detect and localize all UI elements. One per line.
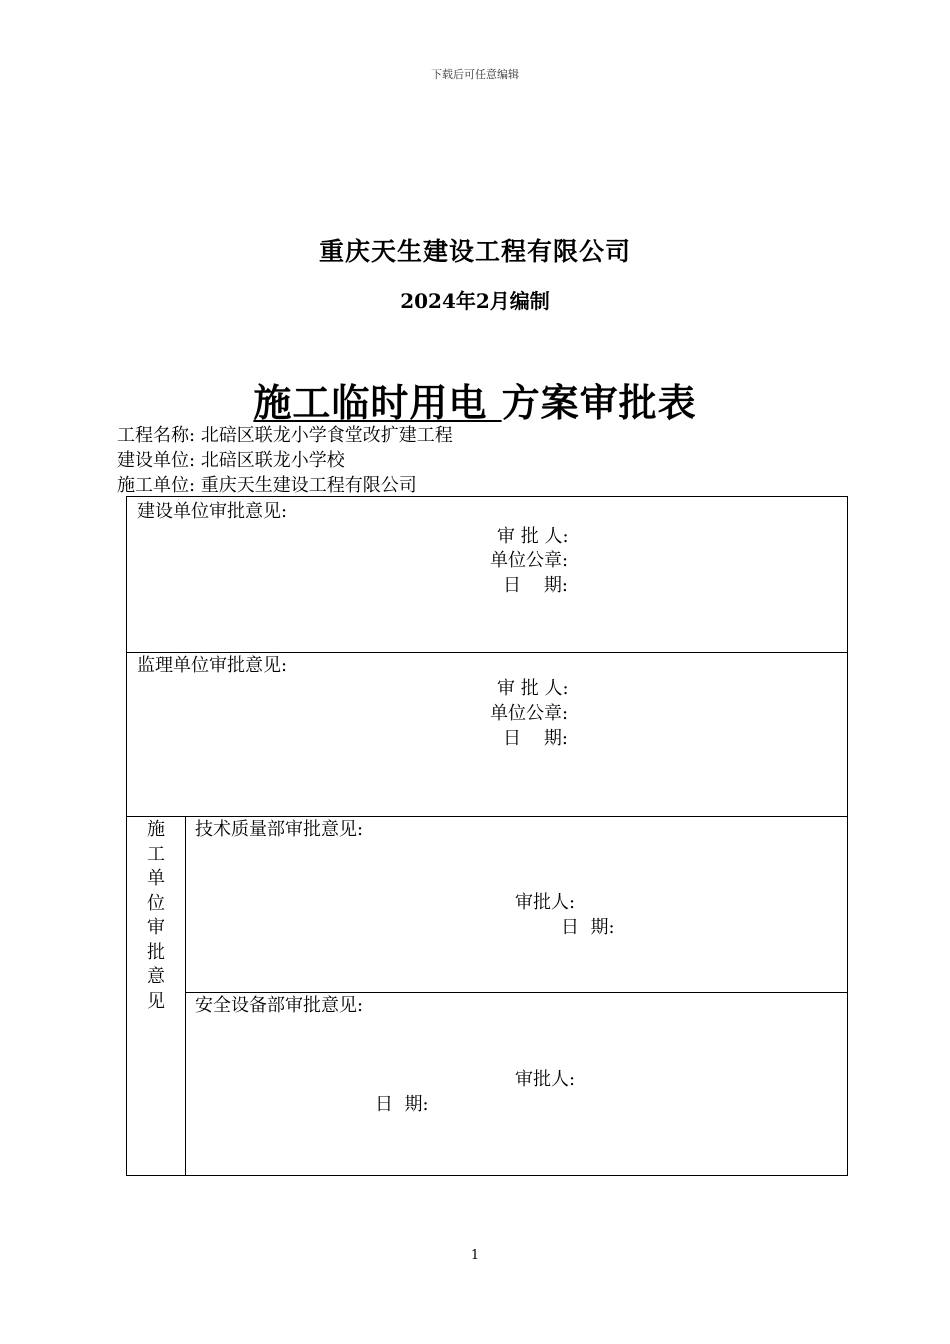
safety-equipment-date-label: 日 期: — [375, 1094, 429, 1115]
tech-quality-date-label: 日 期: — [561, 917, 615, 938]
row-divider-1 — [127, 652, 847, 653]
form-title — [0, 372, 950, 427]
compiled-date: 2024年2月编制 — [400, 289, 550, 313]
owner-approver-label: 审 批 人: — [497, 526, 569, 547]
safety-equipment-approver-label: 审批人: — [515, 1069, 576, 1090]
header-note: 下载后可任意编辑 — [431, 68, 519, 81]
owner-unit: 建设单位: 北碚区联龙小学校 — [117, 450, 345, 471]
page-number: 1 — [470, 1248, 480, 1263]
supervisor-opinion-heading: 监理单位审批意见: — [137, 655, 288, 676]
contractor-side-label: 施 工 单 位 审 批 意 见 — [147, 819, 165, 1012]
tech-quality-approver-label: 审批人: — [515, 892, 576, 913]
form-title-rest: 方案审批表 — [501, 380, 697, 425]
column-divider — [185, 816, 186, 1175]
row-divider-2 — [127, 816, 847, 817]
owner-seal-label: 单位公章: — [490, 550, 569, 571]
supervisor-seal-label: 单位公章: — [490, 703, 569, 724]
tech-quality-heading: 技术质量部审批意见: — [195, 819, 364, 840]
approval-table — [126, 496, 848, 1176]
row-divider-3 — [185, 992, 847, 993]
supervisor-approver-label: 审 批 人: — [497, 678, 569, 699]
owner-opinion-heading: 建设单位审批意见: — [137, 501, 288, 522]
company-name: 重庆天生建设工程有限公司 — [318, 237, 631, 266]
owner-date-label: 日 期: — [503, 575, 568, 596]
construction-unit: 施工单位: 重庆天生建设工程有限公司 — [117, 475, 417, 496]
safety-equipment-heading: 安全设备部审批意见: — [195, 995, 364, 1016]
supervisor-date-label: 日 期: — [503, 728, 568, 749]
project-name: 工程名称: 北碚区联龙小学食堂改扩建工程 — [117, 425, 453, 446]
form-title-underlined: 施工临时用电 — [253, 380, 502, 425]
